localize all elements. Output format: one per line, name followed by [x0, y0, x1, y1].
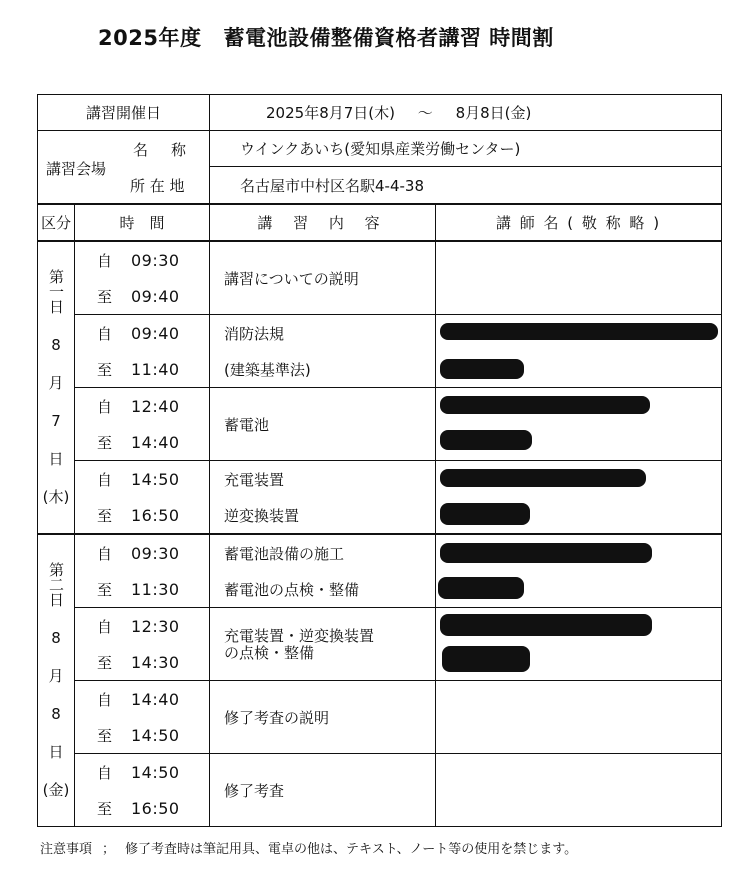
- session-content: 修了考査: [210, 754, 436, 827]
- date-row: [38, 95, 722, 131]
- day-2-title: 第二日: [47, 562, 65, 607]
- venue-name: ウインクあいち(愛知県産業労働センター): [210, 131, 722, 167]
- redacted-instructor: [436, 461, 721, 533]
- instructor-cell: [436, 608, 722, 681]
- time-from: 09:30: [131, 250, 180, 270]
- day-1-title: 第一日: [47, 269, 65, 314]
- venue-address-label: 所 在 地: [130, 177, 185, 195]
- time-to: 14:30: [131, 652, 180, 672]
- session-row: [38, 754, 722, 827]
- redacted-instructor: [436, 315, 721, 387]
- session-row: [38, 388, 722, 461]
- time-from: 09:40: [131, 323, 180, 343]
- col-time: 時 間: [75, 204, 210, 241]
- time-to: 16:50: [131, 798, 180, 818]
- title-year: 2025年度: [98, 26, 202, 50]
- time-from: 14:50: [131, 762, 180, 782]
- time-to: 11:30: [131, 579, 180, 599]
- session-row: [38, 461, 722, 535]
- instructor-cell: [436, 754, 722, 827]
- date-end: 8月8日(金): [455, 104, 532, 122]
- day-2-label: [38, 534, 75, 827]
- day-2-month: 8: [51, 629, 61, 647]
- session-time: 自 09:30 至 09:40: [75, 241, 210, 315]
- session-time: 自 12:30 至 14:30: [75, 608, 210, 681]
- session-content: 充電装置 逆変換装置: [210, 461, 436, 535]
- venue-cell: [38, 131, 210, 205]
- session-content: 蓄電池: [210, 388, 436, 461]
- day-2-day-char: 日: [48, 743, 64, 761]
- note-text: 修了考査時は筆記用具、電卓の他は、テキスト、ノート等の使用を禁じます。: [125, 842, 578, 857]
- date-value: [210, 95, 722, 131]
- session-row: [38, 681, 722, 754]
- instructor-cell: [436, 388, 722, 461]
- time-to: 14:50: [131, 725, 180, 745]
- session-content: 消防法規 (建築基準法): [210, 315, 436, 388]
- instructor-cell: [436, 315, 722, 388]
- day-2-month-char: 月: [48, 667, 64, 685]
- day-1-label: [38, 241, 75, 534]
- session-time: 自 14:40 至 14:50: [75, 681, 210, 754]
- page-title: [98, 22, 554, 52]
- time-to: 11:40: [131, 359, 180, 379]
- day-1-day: 7: [51, 412, 61, 430]
- redacted-instructor: [436, 608, 721, 680]
- session-time: 自 09:30 至 11:30: [75, 534, 210, 608]
- time-from: 14:40: [131, 689, 180, 709]
- day-1-month-char: 月: [48, 374, 64, 392]
- col-content: 講 習 内 容: [210, 204, 436, 241]
- session-time: 自 09:40 至 11:40: [75, 315, 210, 388]
- session-time: 自 12:40 至 14:40: [75, 388, 210, 461]
- column-header-row: [38, 204, 722, 241]
- venue-address: 名古屋市中村区名駅4-4-38: [210, 167, 722, 204]
- instructor-cell: [436, 681, 722, 754]
- venue-name-row: [38, 131, 722, 167]
- session-content: 講習についての説明: [210, 241, 436, 315]
- session-content: 蓄電池設備の施工 蓄電池の点検・整備: [210, 534, 436, 608]
- session-time: 自 14:50 至 16:50: [75, 461, 210, 535]
- date-label: 講習開催日: [38, 95, 210, 131]
- session-row: [38, 534, 722, 608]
- date-separator: ～: [417, 104, 433, 122]
- time-from: 12:30: [131, 616, 180, 636]
- time-from: 14:50: [131, 469, 180, 489]
- redacted-instructor: [436, 388, 721, 460]
- venue-label: 講習会場: [46, 160, 107, 178]
- day-1-weekday: (木): [42, 488, 70, 506]
- session-row: [38, 315, 722, 388]
- date-start: 2025年8月7日(木): [266, 104, 395, 122]
- col-division: 区分: [38, 204, 75, 241]
- time-from: 09:30: [131, 543, 180, 563]
- note-separator: ；: [102, 842, 116, 857]
- day-1-day-char: 日: [48, 450, 64, 468]
- day-2-weekday: (金): [42, 781, 70, 799]
- time-to: 16:50: [131, 505, 180, 525]
- note-label: 注意事項: [40, 842, 93, 857]
- instructor-cell: [436, 461, 722, 535]
- venue-name-label: 名 称: [133, 141, 191, 159]
- day-1-month: 8: [51, 336, 61, 354]
- redacted-instructor: [436, 535, 721, 607]
- instructor-cell: [436, 534, 722, 608]
- time-from: 12:40: [131, 396, 180, 416]
- schedule-table: [37, 94, 722, 827]
- col-instructor: 講 師 名 ( 敬 称 略 ): [436, 204, 722, 241]
- time-to: 14:40: [131, 432, 180, 452]
- instructor-cell: [436, 241, 722, 315]
- footer-note: [40, 838, 577, 857]
- session-row: [38, 241, 722, 315]
- day-2-day: 8: [51, 705, 61, 723]
- session-content: 充電装置・逆変換装置 の点検・整備: [210, 608, 436, 681]
- session-time: 自 14:50 至 16:50: [75, 754, 210, 827]
- session-content: 修了考査の説明: [210, 681, 436, 754]
- title-name: 蓄電池設備整備資格者講習 時間割: [223, 26, 554, 50]
- time-to: 09:40: [131, 286, 180, 306]
- session-row: [38, 608, 722, 681]
